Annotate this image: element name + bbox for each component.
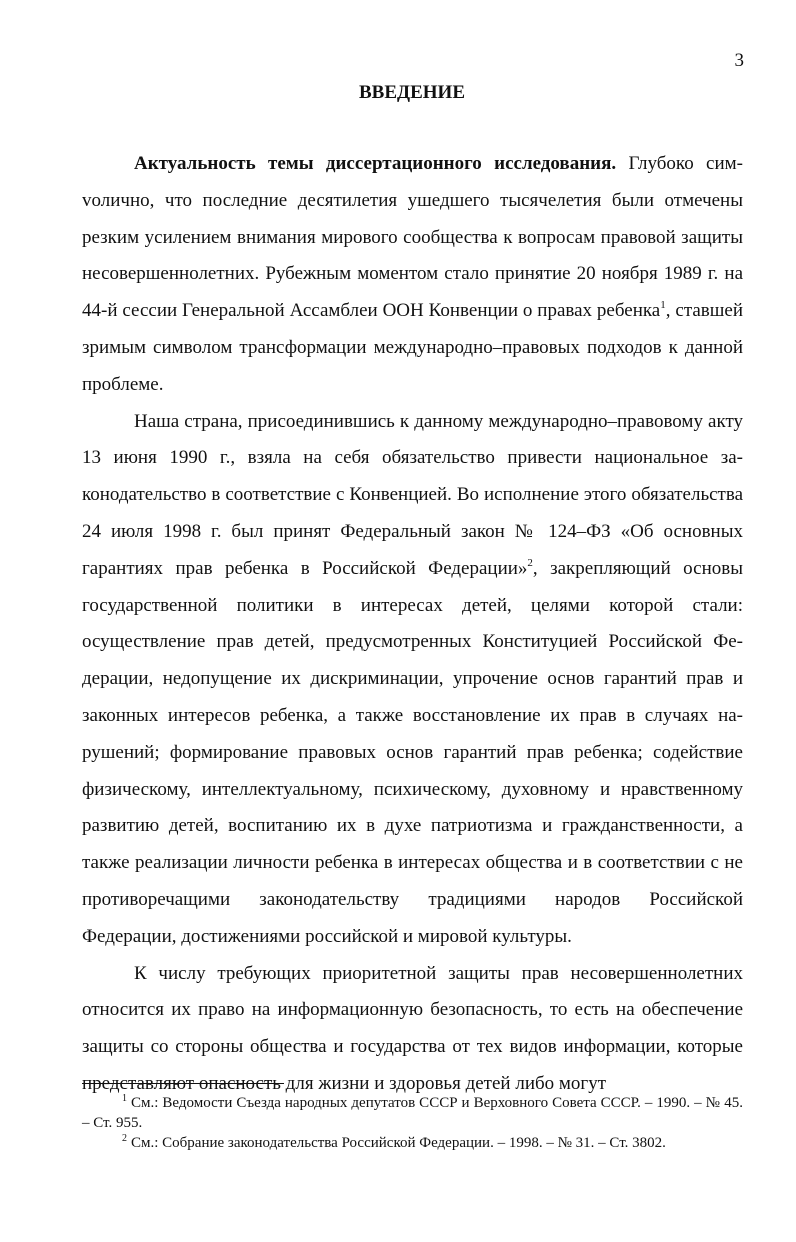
paragraph-2-text-b: , закрепляющий основы государственной политики в интересах детей, целями которой стали: осуществление прав детей, предусмотренных Конституцией Российской Федерации, недопущение их дискриминации, упрочение основ гарантий прав и законных интересов ребенка, а также восстановление их прав в случаях нарушений; формирование правовых основ гарантий прав ребенка; содействие физическому, интеллектуальному, психическому, духовному и нравственному развитию детей, воспитанию их в духе патриотизма и гражданственности, а также реализации личности ребенка в интересах общества и в соответствии с не противоречащими законодательству традициями народов Российской Федерации, достижениями российской и мировой культуры. bbox=[82, 557, 743, 947]
paragraph-1 bbox=[82, 146, 743, 404]
footnotes bbox=[82, 1093, 743, 1153]
footnote-separator bbox=[82, 1083, 284, 1084]
paragraph-2 bbox=[82, 404, 743, 956]
paragraph-2-text-a: Наша страна, присоединившись к данному международно–правовому акту 13 июня 1990 г., взяла на себя обязательство привести национальное законодательство в соответствие с Конвенцией. Во исполнение этого обязательства 24 июля 1998 г. был принят Федеральный закон № 124–ФЗ «Об основных гарантиях прав ребенка в Российской Федерации» bbox=[82, 410, 743, 579]
footnote-text: См.: Ведомости Съезда народных депутатов СССР и Верховного Совета СССР. – 1990. – № 45. – Ст. 955. bbox=[82, 1095, 743, 1131]
footnote-1 bbox=[82, 1093, 743, 1133]
footnote-mark: 1 bbox=[122, 1093, 127, 1104]
paragraph-1-text-a: Глубоко симvолично, что последние десятилетия ушедшего тысячелетия были отмечены резким усилением внимания мирового сообщества к вопросам правовой защиты несовершеннолетних. Рубежным моментом стало принятие 20 ноября 1989 г. на 44-й сессии Генеральной Ассамблеи ООН Конвенции о правах ребенка bbox=[82, 153, 743, 322]
page-number: 3 bbox=[734, 50, 744, 71]
footnote-text: См.: Собрание законодательства Российской Федерации. – 1998. – № 31. – Ст. 3802. bbox=[131, 1135, 666, 1151]
footnote-2 bbox=[82, 1133, 743, 1153]
footnote-ref-2: 2 bbox=[527, 556, 533, 569]
paragraph-lead: Актуальность темы диссертационного исследования. bbox=[134, 153, 617, 174]
body-text bbox=[82, 146, 743, 1103]
paragraph-3 bbox=[82, 956, 743, 1103]
section-heading: ВВЕДЕНИЕ bbox=[359, 82, 465, 103]
footnote-ref-1: 1 bbox=[660, 299, 666, 312]
paragraph-1-text-b: , ставшей зримым символом трансформации международно–правовых подходов к данной проблеме. bbox=[82, 300, 743, 395]
paragraph-3-text: К числу требующих приоритетной защиты прав несовершеннолетних относится их право на информационную безопасность, то есть на обеспечение защиты со стороны общества и государства от тех видов информации, которые представляют опасность для жизни и здоровья детей либо могут bbox=[82, 962, 743, 1094]
footnote-mark: 2 bbox=[122, 1133, 127, 1144]
